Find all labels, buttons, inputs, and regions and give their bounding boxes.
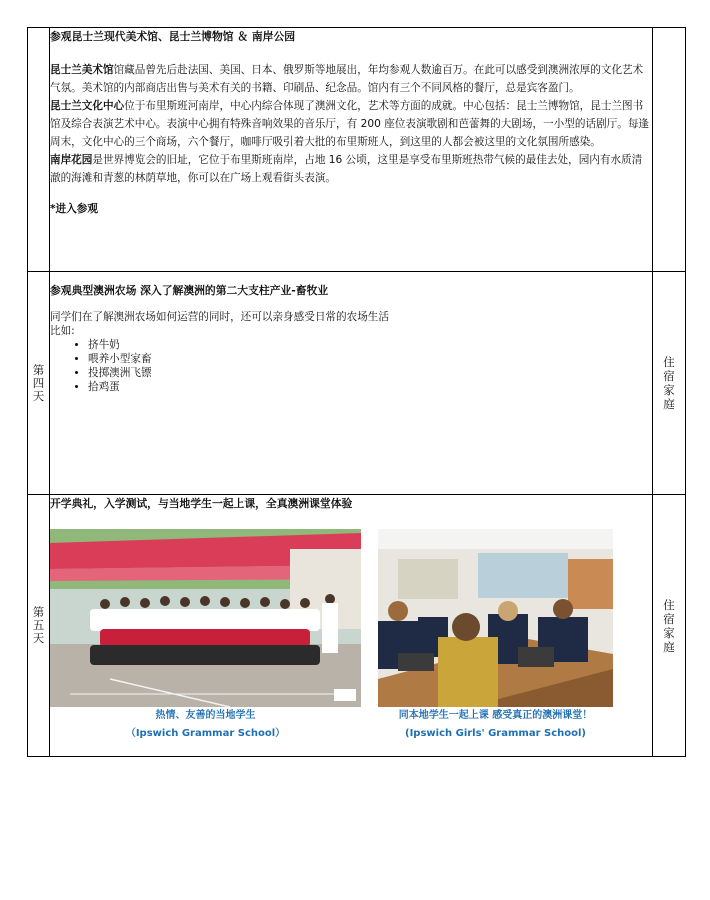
gallery-paragraph: [50, 61, 652, 97]
southbank-paragraph: [50, 151, 652, 187]
day5-content: [50, 495, 653, 757]
farm-activity-list: [50, 338, 652, 394]
list-item: • 投掷澳洲飞镖: [88, 366, 652, 380]
girls-grammar-classroom-photo: [378, 529, 613, 707]
day5-heading: 开学典礼，入学测试，与当地学生一起上课，全真澳洲课堂体验: [50, 497, 353, 510]
day4-heading: 参观典型澳洲农场 深入了解澳洲的第二大支柱产业-畜牧业: [50, 284, 329, 297]
gallery-name: 昆士兰美术馆: [50, 64, 114, 76]
enter-visit-note: *进入参观: [50, 203, 98, 215]
accommodation-cell-empty: [653, 28, 686, 272]
day3-heading: 参观昆士兰现代美术馆、昆士兰博物馆 ＆ 南岸公园: [50, 30, 296, 43]
cultural-centre-name: 昆士兰文化中心: [50, 100, 125, 112]
day5-label-cell: [28, 495, 50, 757]
photo1-caption: 热情、友善的当地学生: [155, 710, 256, 721]
itinerary-table: [27, 27, 686, 757]
day4-intro: 同学们在了解澳洲农场如何运营的同时，还可以亲身感受日常的农场生活: [50, 311, 389, 323]
cultural-centre-text: 位于布里斯班河南岸，中心内综合体现了澳洲文化，艺术等方面的成就。中心包括：昆士兰博物馆，昆士兰图书馆及综合表演艺术中心。表演中心拥有特殊音响效果的音乐厅，有 200 座位表演歌剧和芭蕾舞的大剧场，一小型的话剧厅。每逢周末，文化中心的三个商场，六个餐厅，咖啡厅吸引着大批的布里斯班人，到这里的人都会被这里的文化氛围所感染。: [50, 100, 650, 148]
day4-accommodation: 住宿家庭: [663, 355, 675, 411]
itinerary-row-day5: [28, 495, 686, 757]
day4-accommodation-cell: [653, 272, 686, 495]
list-item: • 喂养小型家畜: [88, 352, 652, 366]
day5-label: 第五天: [32, 605, 45, 645]
day4-example-label: 比如:: [50, 325, 75, 337]
southbank-text: 是世界博览会的旧址，它位于布里斯班南岸，占地 16 公顷，这里是享受布里斯班热带气候的最佳去处，园内有水质清澈的海滩和青葱的林荫草地，你可以在广场上观看街头表演。: [50, 154, 643, 184]
gallery-text: 馆藏品曾先后赴法国、美国、日本、俄罗斯等地展出，年均参观人数逾百万。在此可以感受到澳洲浓厚的文化艺术气氛。美术馆的内部商店出售与美术有关的书籍、印刷品、纪念品。馆内有三个不同风格的餐厅，总是宾客盈门。: [50, 64, 644, 94]
day3-content: [50, 28, 653, 272]
itinerary-row-day4: [28, 272, 686, 495]
cultural-centre-paragraph: [50, 97, 652, 151]
photo-row: [50, 529, 652, 743]
day4-label: 第四天: [32, 362, 45, 403]
day4-label-cell: [28, 272, 50, 495]
photo1-block: [50, 529, 361, 743]
day-cell-empty: [28, 28, 50, 272]
day4-content: [50, 272, 653, 495]
day5-accommodation-cell: [653, 495, 686, 757]
photo2-block: [378, 529, 613, 743]
day5-accommodation: 住宿家庭: [663, 597, 675, 654]
list-item: • 拾鸡蛋: [88, 380, 652, 394]
list-item: • 挤牛奶: [88, 338, 652, 352]
photo2-caption: 同本地学生一起上课 感受真正的澳洲课堂！: [398, 710, 593, 721]
photo2-school: (Ipswich Girls' Grammar School): [405, 728, 586, 739]
itinerary-row-day3: [28, 28, 686, 272]
photo1-school: （Ipswich Grammar School）: [125, 728, 286, 739]
southbank-name: 南岸花园: [50, 154, 93, 166]
grammar-school-group-photo: [50, 529, 361, 707]
